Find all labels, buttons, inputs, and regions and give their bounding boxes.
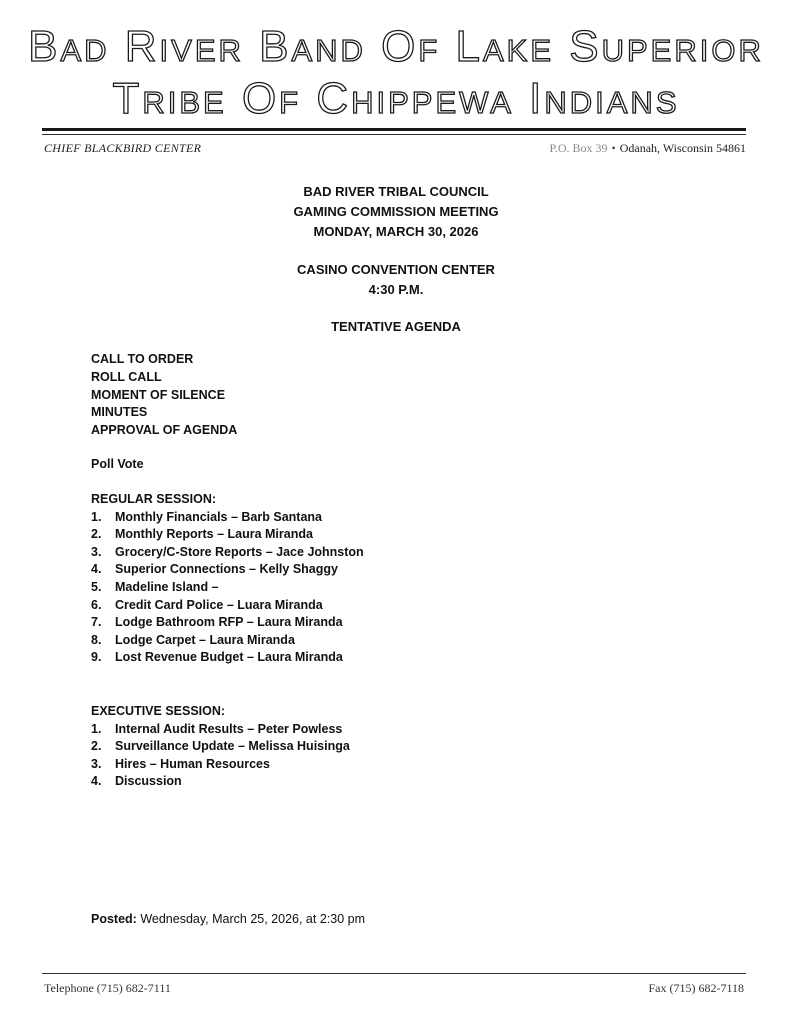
executive-session-list [91,721,350,791]
opening-items [91,351,237,440]
meeting-date: MONDAY, MARCH 30, 2026 [313,224,479,239]
poll-vote: Poll Vote [91,457,144,471]
meeting-header [0,182,792,242]
footer-telephone: Telephone (715) 682-7111 [44,981,171,995]
list-item: 9. Lost Revenue Budget – Laura Miranda [91,650,343,665]
list-item: 5. Madeline Island – [91,579,219,594]
list-item: MINUTES [91,405,148,420]
posted-label: Posted: [91,912,137,926]
address-city: Odanah, Wisconsin 54861 [619,141,746,155]
list-item: ROLL CALL [91,369,162,384]
agenda-title: TENTATIVE AGENDA [331,319,461,334]
list-item: 2. Surveillance Update – Melissa Huisinga [91,739,350,754]
footer-rule [42,973,746,974]
letterhead [0,22,792,124]
list-item: 3. Grocery/C-Store Reports – Jace Johnston [91,544,364,559]
list-item: APPROVAL OF AGENDA [91,423,238,438]
list-item: 3. Hires – Human Resources [91,756,270,771]
footer-fax: Fax (715) 682-7118 [648,981,744,995]
posted-notice [91,912,365,926]
letterhead-rule-thin [42,134,746,135]
meeting-venue [0,260,792,300]
executive-session [91,703,350,791]
list-item: 2. Monthly Reports – Laura Miranda [91,527,313,542]
letterhead-line-2: Tribe Of Chippewa Indians [112,74,680,123]
list-item: 4. Superior Connections – Kelly Shaggy [91,562,338,577]
letterhead-line-1: Bad River Band Of Lake Superior [28,22,764,71]
list-item: 1. Internal Audit Results – Peter Powless [91,721,343,736]
po-box: P.O. Box 39 [549,141,608,155]
list-item: CALL TO ORDER [91,352,194,366]
council-name: BAD RIVER TRIBAL COUNCIL [303,184,489,199]
list-item: 6. Credit Card Police – Luara Miranda [91,597,323,612]
list-item: MOMENT OF SILENCE [91,387,226,402]
meeting-location: CASINO CONVENTION CENTER [297,262,495,277]
posted-value: Wednesday, March 25, 2026, at 2:30 pm [140,912,365,926]
regular-session-heading: REGULAR SESSION: [91,492,217,506]
center-name: CHIEF BLACKBIRD CENTER [44,141,202,155]
list-item: 8. Lodge Carpet – Laura Miranda [91,632,295,647]
letterhead-rule [42,128,746,131]
list-item: 1. Monthly Financials – Barb Santana [91,509,322,524]
list-item: 4. Discussion [91,774,182,789]
bullet-icon: • [611,141,616,155]
regular-session [91,491,364,667]
executive-session-heading: EXECUTIVE SESSION: [91,704,226,718]
meeting-time: 4:30 P.M. [368,282,424,297]
regular-session-list [91,509,364,667]
list-item: 7. Lodge Bathroom RFP – Laura Miranda [91,615,343,630]
meeting-name: GAMING COMMISSION MEETING [293,204,499,219]
mailing-address [550,141,747,156]
